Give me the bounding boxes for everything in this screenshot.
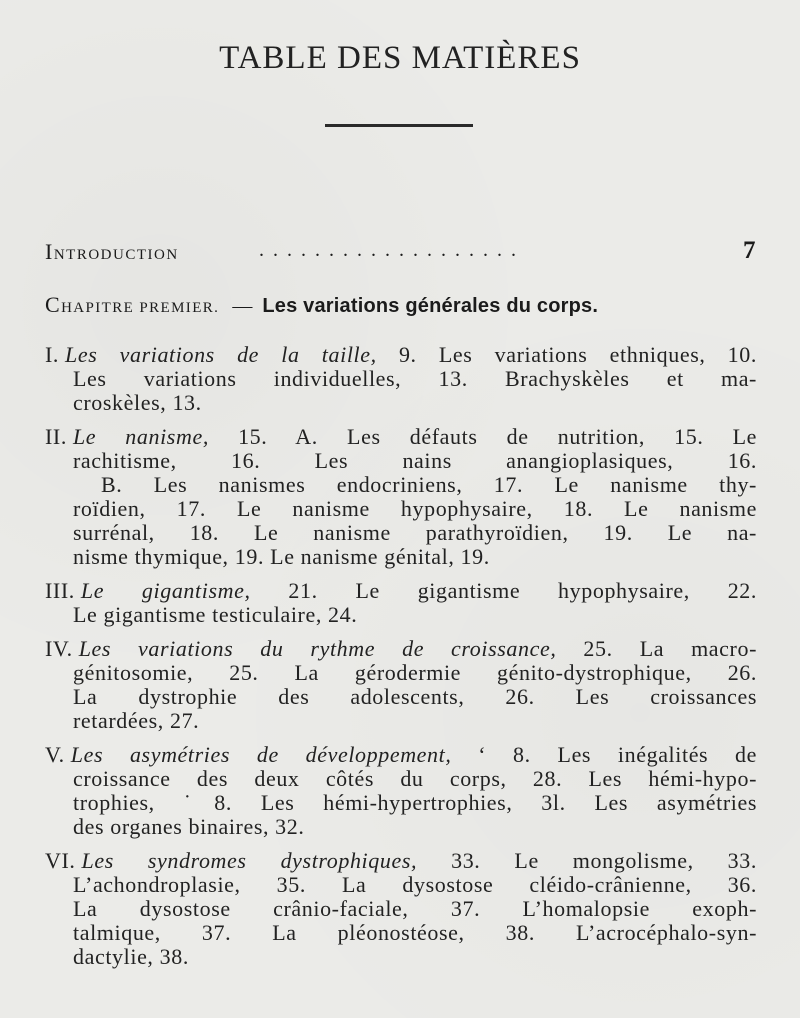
section-text: 15. A. Les défauts de nutrition, 15. Le <box>208 424 757 449</box>
section-title: Les variations de la taille, <box>65 342 377 367</box>
section-text: croskèles, 13. <box>73 390 202 415</box>
toc-line <box>45 709 757 733</box>
toc-line <box>45 497 757 521</box>
section-text: 9. Les variations ethniques, 10. <box>376 342 757 367</box>
section-text: retardées, 27. <box>73 708 200 733</box>
section-text: nisme thymique, 19. Le nanisme génital, 19. <box>73 544 490 569</box>
title-rule <box>325 124 473 127</box>
toc-line <box>45 661 757 685</box>
toc-line <box>45 897 757 921</box>
introduction-label-initial: I <box>45 239 54 264</box>
section-title: Les syndromes dystrophiques, <box>81 848 418 873</box>
toc-section <box>45 637 757 733</box>
section-text: La dystrophie des adolescents, 26. Les croissances <box>73 684 757 709</box>
section-numeral: V. <box>45 742 65 767</box>
toc-line <box>45 685 757 709</box>
section-text: génitosomie, 25. La gérodermie génito-dystrophique, 26. <box>73 660 757 685</box>
page-title: TABLE DES MATIÈRES <box>219 40 581 76</box>
toc-section <box>45 743 757 839</box>
section-text: 25. La macro- <box>556 636 757 661</box>
toc-line <box>45 521 757 545</box>
toc-line <box>45 873 757 897</box>
introduction-page-number: 7 <box>743 237 757 264</box>
toc-line <box>45 815 757 839</box>
chapter-title: Les variations générales du corps. <box>262 295 599 317</box>
section-title: Le gigantisme, <box>80 578 251 603</box>
section-text: La dysostose crânio-faciale, 37. L’homalopsie exoph- <box>73 896 757 921</box>
section-text: dactylie, 38. <box>73 944 189 969</box>
section-text: roïdien, 17. Le nanisme hypophysaire, 18. Le nanisme <box>73 496 757 521</box>
toc-line <box>45 743 757 767</box>
leader-dots: ................... <box>259 239 525 261</box>
toc-line <box>45 343 757 367</box>
toc-line <box>45 603 757 627</box>
introduction-entry <box>45 237 757 267</box>
chapter-heading <box>45 292 765 318</box>
toc-line <box>45 921 757 945</box>
toc-line <box>45 767 757 791</box>
section-text: des organes binaires, 32. <box>73 814 305 839</box>
section-text: ‘ 8. Les inégalités de <box>451 742 757 767</box>
toc-line <box>45 849 757 873</box>
chapter-dash: — <box>232 295 253 317</box>
section-text: B. Les nanismes endocriniens, 17. Le nanisme thy- <box>101 472 757 497</box>
section-text: Le gigantisme testiculaire, 24. <box>73 602 358 627</box>
section-numeral: III. <box>45 578 75 603</box>
introduction-label-rest: NTRODUCTION <box>53 247 179 263</box>
section-text: 33. Le mongolisme, 33. <box>417 848 757 873</box>
section-text: surrénal, 18. Le nanisme parathyroïdien, 19. Le na- <box>73 520 757 545</box>
toc-section <box>45 849 757 969</box>
toc-line <box>45 545 757 569</box>
section-title: Les variations du rythme de croissance, <box>78 636 557 661</box>
section-text: trophies, ˙8. Les hémi-hypertrophies, 3l. Les asymétries <box>73 790 757 815</box>
chapter-label-initial: C <box>45 292 62 317</box>
toc-line <box>45 367 757 391</box>
chapter-label-rest: HAPITRE PREMIER. <box>61 300 220 316</box>
section-text: L’achondroplasie, 35. La dysostose cléido-crânienne, 36. <box>73 872 757 897</box>
section-title: Le nanisme, <box>72 424 209 449</box>
section-numeral: IV. <box>45 636 73 661</box>
section-text: rachitisme, 16. Les nains anangioplasiques, 16. <box>73 448 757 473</box>
toc-line <box>45 473 757 497</box>
table-of-contents-list <box>45 343 757 979</box>
section-numeral: VI. <box>45 848 76 873</box>
section-text: Les variations individuelles, 13. Brachyskèles et ma- <box>73 366 757 391</box>
toc-line <box>45 637 757 661</box>
section-numeral: I. <box>45 342 60 367</box>
toc-line <box>45 791 757 815</box>
chapter-label <box>45 292 220 317</box>
section-text: 21. Le gigantisme hypophysaire, 22. <box>250 578 758 603</box>
introduction-label <box>45 239 179 265</box>
section-text: croissance des deux côtés du corps, 28. Les hémi-hypo- <box>73 766 757 791</box>
toc-line <box>45 449 757 473</box>
section-title: Les asymétries de développement, <box>70 742 452 767</box>
toc-line <box>45 579 757 603</box>
section-numeral: II. <box>45 424 67 449</box>
toc-line <box>45 425 757 449</box>
toc-line <box>45 945 757 969</box>
section-text: talmique, 37. La pléonostéose, 38. L’acrocéphalo-syn- <box>73 920 757 945</box>
toc-section <box>45 425 757 569</box>
toc-section <box>45 579 757 627</box>
toc-section <box>45 343 757 415</box>
toc-line <box>45 391 757 415</box>
